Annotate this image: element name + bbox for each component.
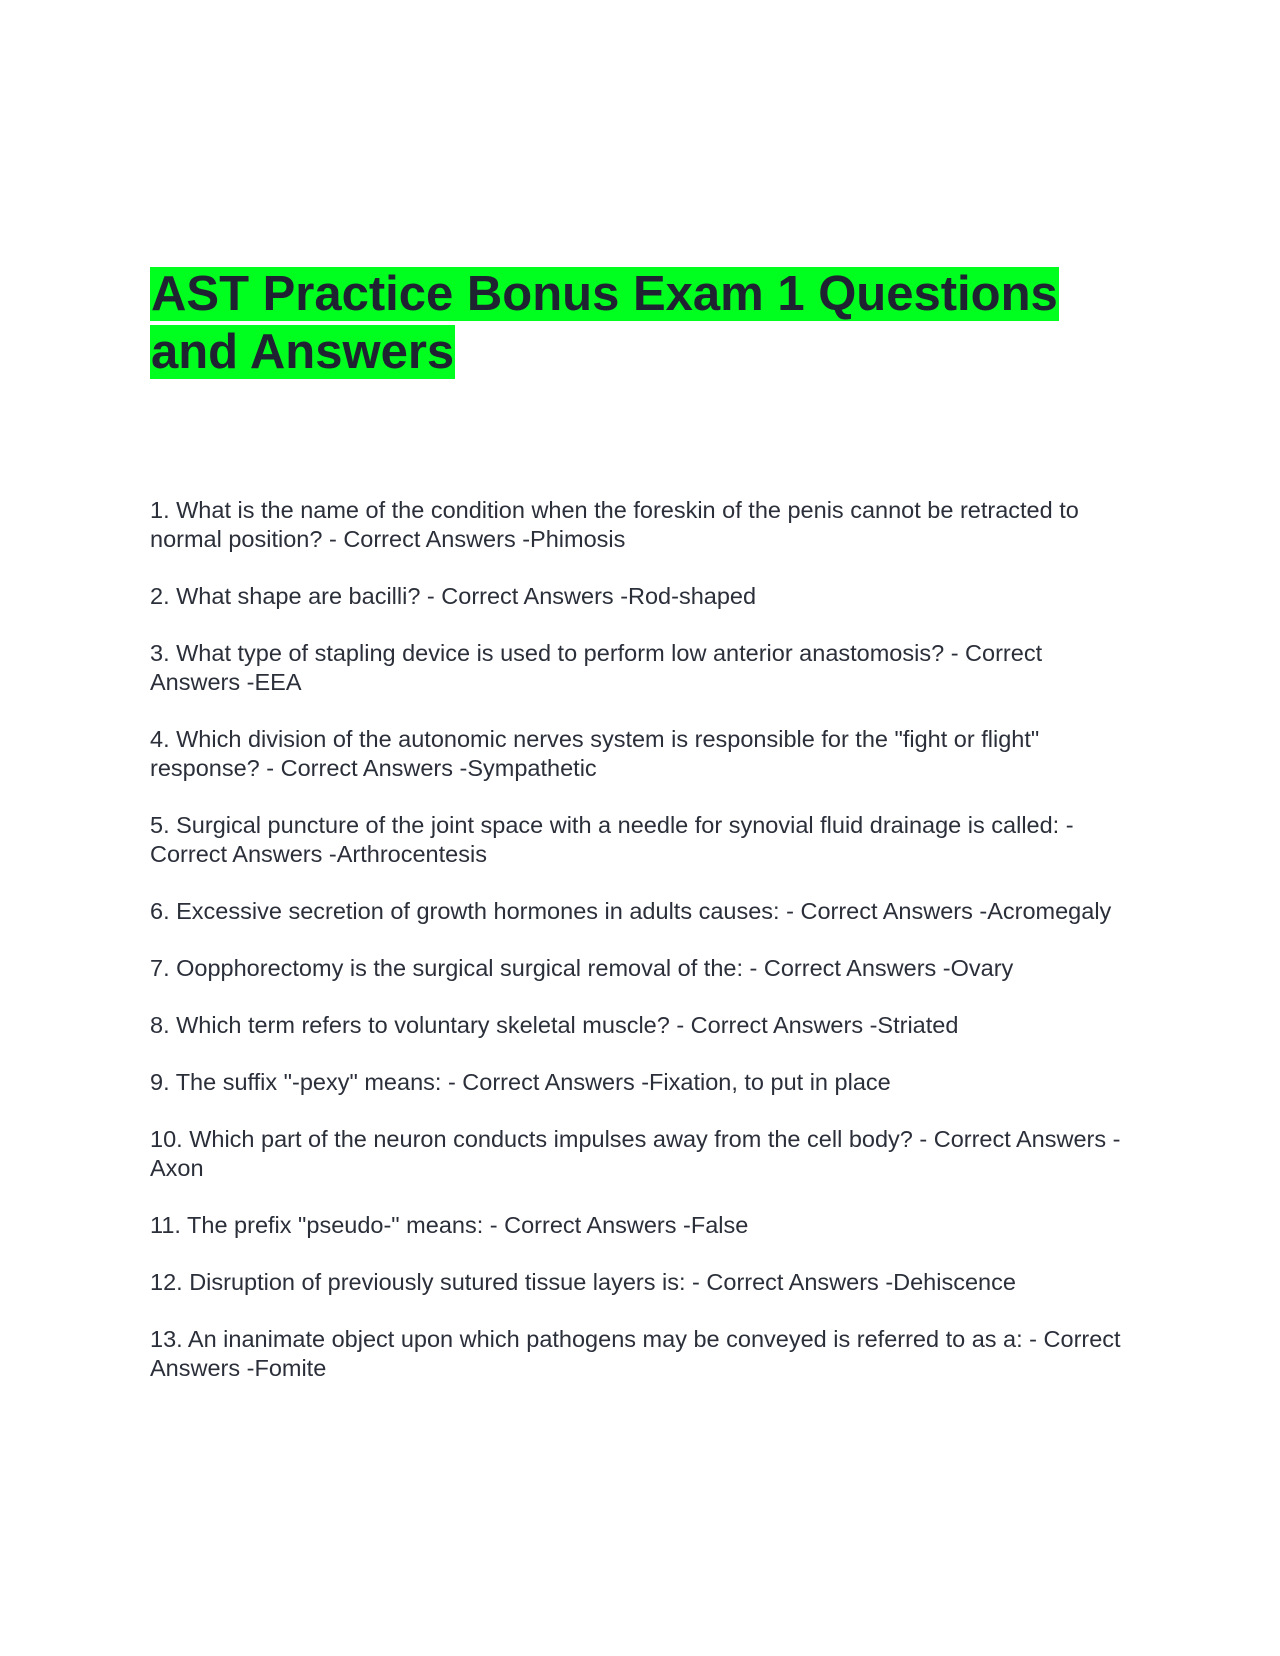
list-item: 13. An inanimate object upon which pathogens may be conveyed is referred to as a: - Correct Answers -Fomite [150, 1326, 1121, 1381]
list-item: 1. What is the name of the condition when the foreskin of the penis cannot be retracted to normal position? - Correct Answers -Phimosis [150, 497, 1079, 552]
list-item: 8. Which term refers to voluntary skeletal muscle? - Correct Answers -Striated [150, 1012, 959, 1038]
list-item: 7. Oopphorectomy is the surgical surgical removal of the: - Correct Answers -Ovary [150, 955, 1014, 981]
list-item: 10. Which part of the neuron conducts impulses away from the cell body? - Correct Answers -Axon [150, 1126, 1121, 1181]
question-answer-list [150, 496, 1130, 1411]
list-item: 4. Which division of the autonomic nerves system is responsible for the "fight or flight" response? - Correct Answers -Sympathetic [150, 726, 1040, 781]
title-block [150, 265, 1130, 381]
list-item: 2. What shape are bacilli? - Correct Answers -Rod-shaped [150, 583, 757, 609]
list-item: 11. The prefix "pseudo-" means: - Correct Answers -False [150, 1212, 749, 1238]
list-item: 9. The suffix "-pexy" means: - Correct Answers -Fixation, to put in place [150, 1069, 891, 1095]
list-item: 6. Excessive secretion of growth hormones in adults causes: - Correct Answers -Acromegaly [150, 898, 1112, 924]
list-item: 12. Disruption of previously sutured tissue layers is: - Correct Answers -Dehiscence [150, 1269, 1016, 1295]
title-highlight: AST Practice Bonus Exam 1 Questions and Answers [151, 267, 1058, 379]
list-item: 5. Surgical puncture of the joint space with a needle for synovial fluid drainage is called: - Correct Answers -Arthrocentesis [150, 812, 1074, 867]
page-title [150, 265, 1130, 381]
list-item: 3. What type of stapling device is used to perform low anterior anastomosis? - Correct Answers -EEA [150, 640, 1043, 695]
